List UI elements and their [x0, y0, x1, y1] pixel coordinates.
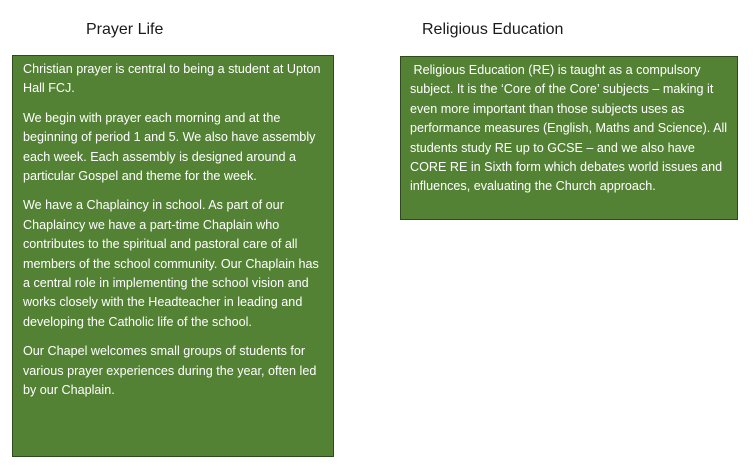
prayer-life-panel — [12, 55, 334, 457]
prayer-life-paragraph-1: Christian prayer is central to being a student at Upton Hall FCJ. — [23, 62, 321, 96]
prayer-life-paragraph-2: We begin with prayer each morning and at the beginning of period 1 and 5. We also have assembly each week. Each assembly is designed around a particular Gospel and theme for the week. — [23, 110, 316, 184]
prayer-life-heading: Prayer Life — [86, 21, 164, 38]
prayer-life-paragraph-3: We have a Chaplaincy in school. As part of our Chaplaincy we have a part-time Chaplain who contributes to the spiritual and pastoral care of all members of the school community. Our Chaplain has a central role in implementing the school vision and works closely with the Headteacher in leading and developing the Catholic life of the school. — [23, 198, 319, 329]
religious-education-heading: Religious Education — [422, 21, 564, 38]
religious-education-panel — [400, 56, 738, 220]
prayer-life-paragraph-4: Our Chapel welcomes small groups of students for various prayer experiences during the year, often led by our Chaplain. — [23, 344, 317, 398]
religious-education-paragraph: Religious Education (RE) is taught as a compulsory subject. It is the ‘Core of the Core’ subjects – making it even more important than those subjects uses as performance measures (English, Maths and Science). All students study RE up to GCSE – and we also have CORE RE in Sixth form which debates world issues and influences, evaluating the Church approach. — [410, 63, 728, 194]
